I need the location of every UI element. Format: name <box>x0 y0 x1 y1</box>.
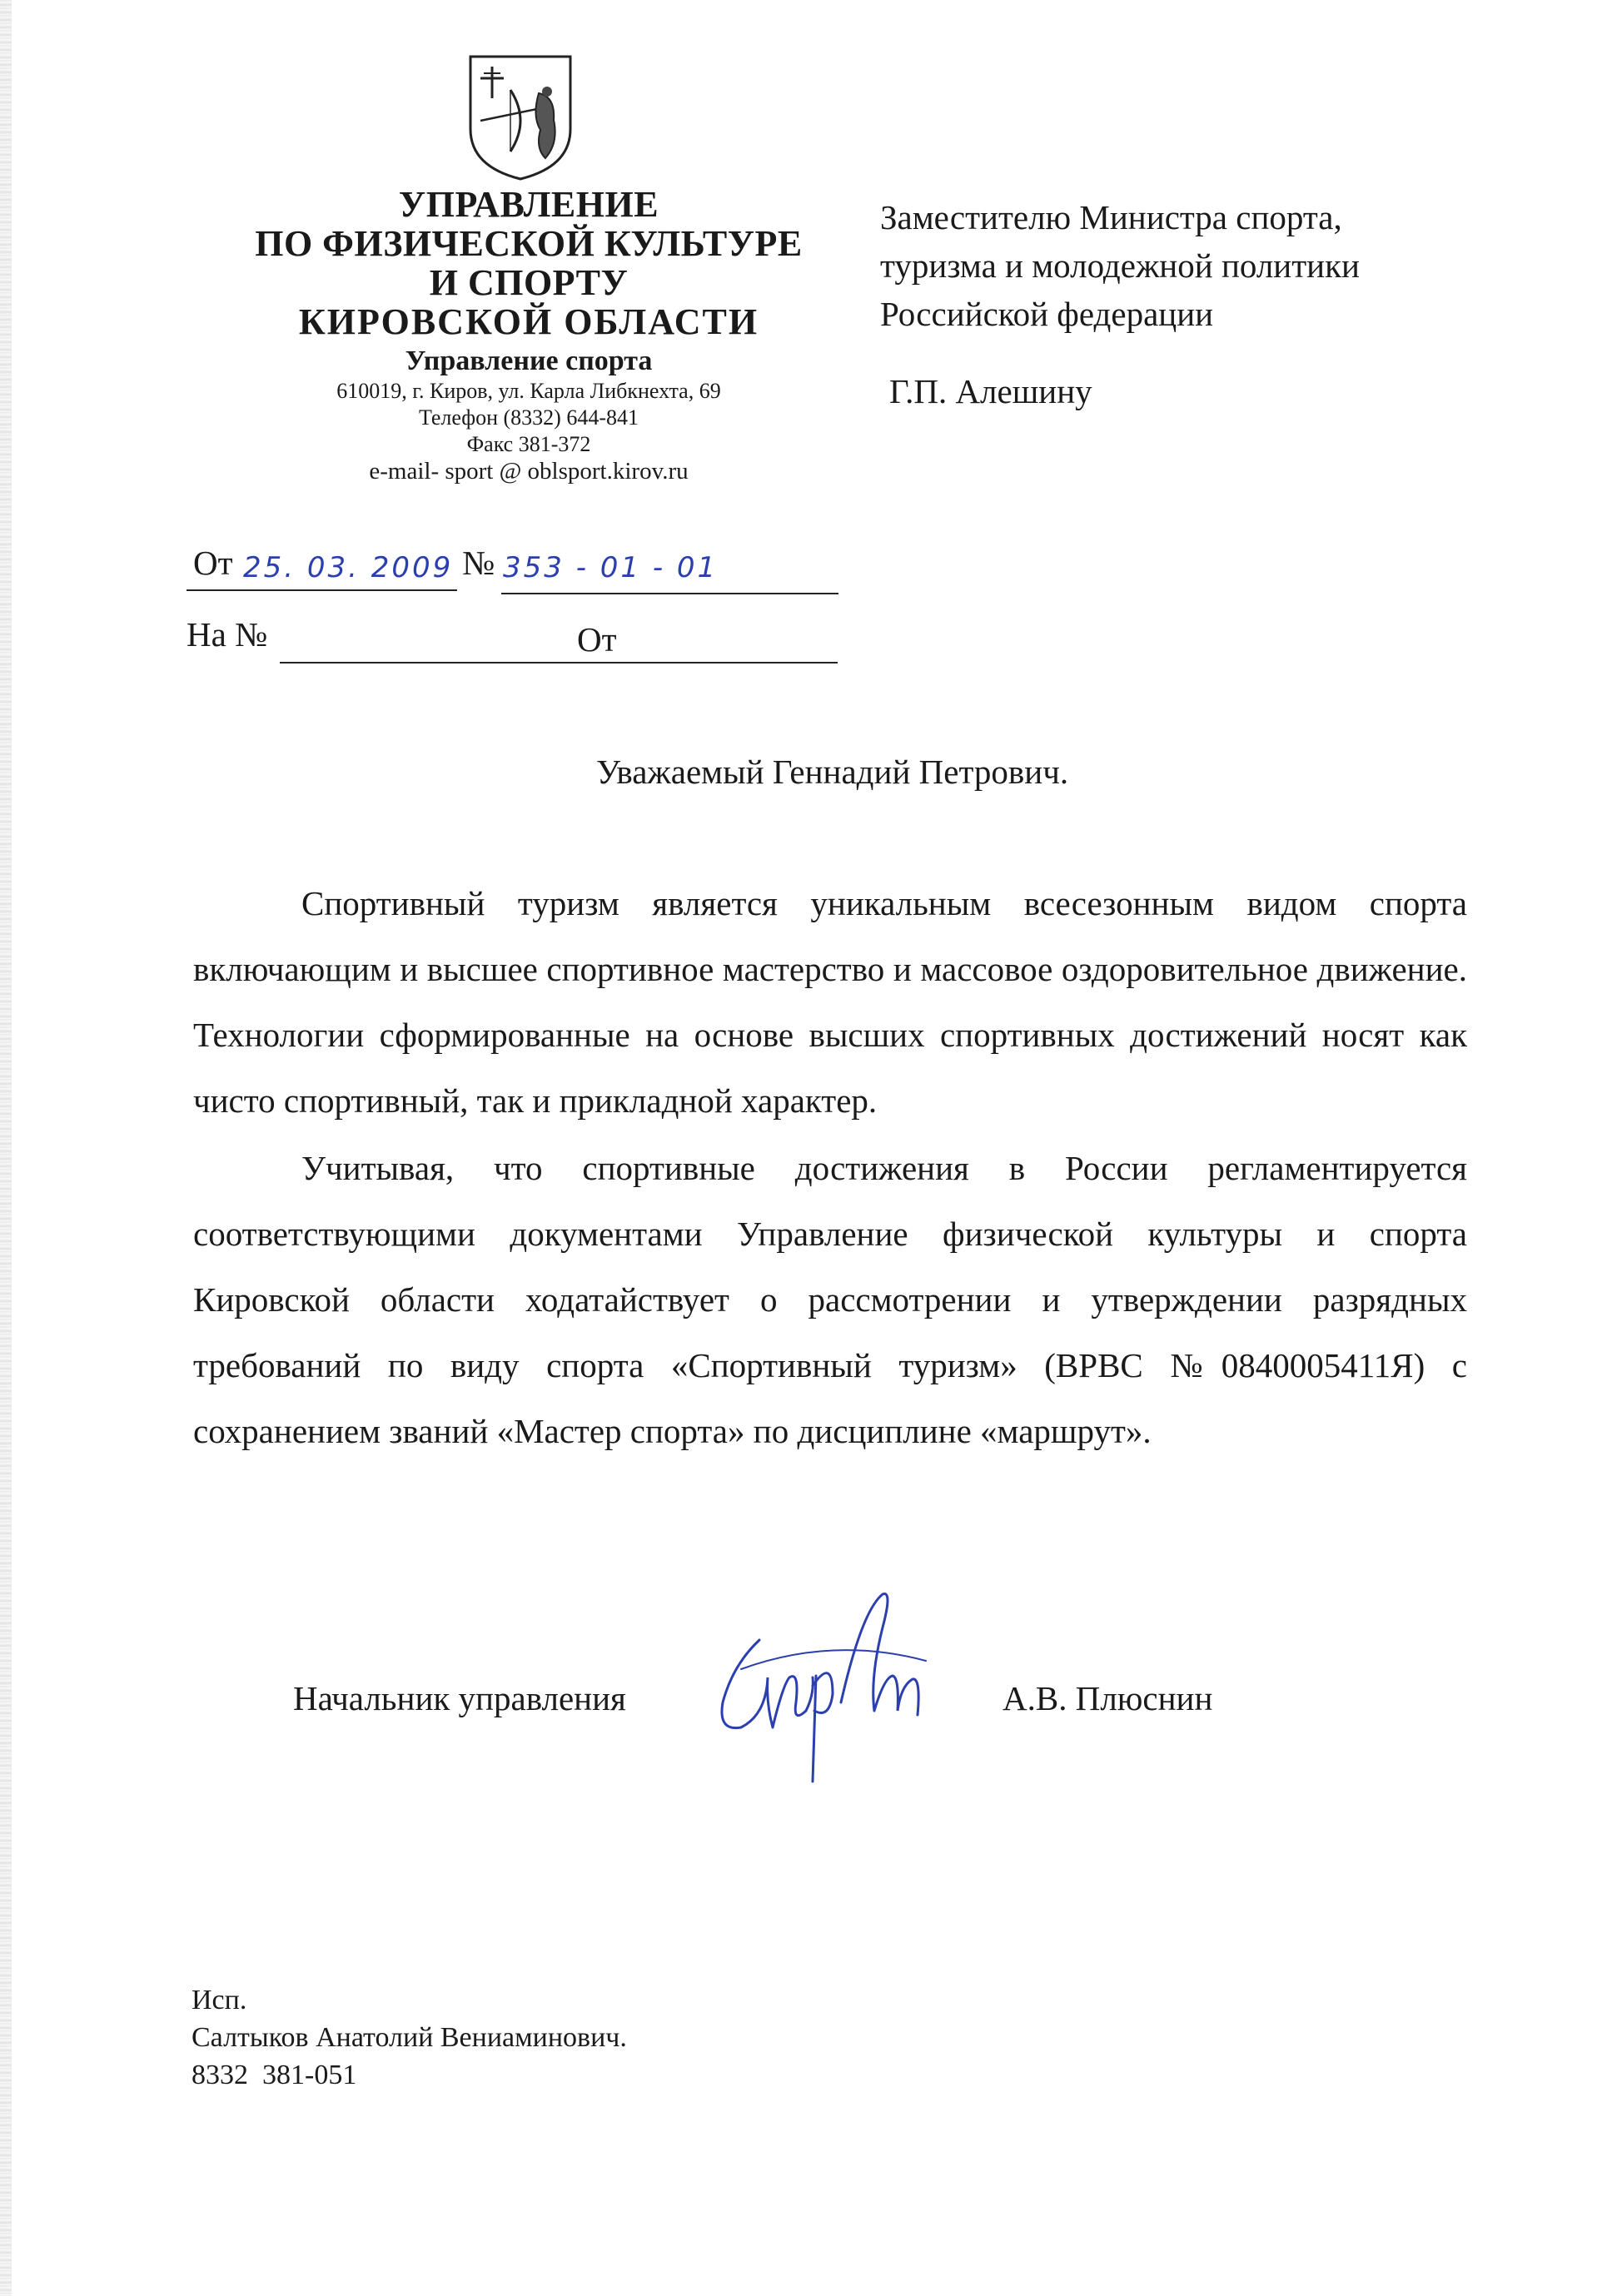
addressee-name: Г.П. Алешину <box>889 372 1092 410</box>
executor-phone: 8332 381-051 <box>192 2060 357 2090</box>
outgoing-date-line <box>187 589 457 591</box>
handwritten-signature <box>708 1578 958 1786</box>
outgoing-number-label: № <box>462 544 495 582</box>
reply-number-label: На № <box>187 615 268 654</box>
executor-block <box>192 1981 627 2094</box>
org-fax: Факс 381-372 <box>466 432 591 456</box>
scan-edge <box>0 0 12 2296</box>
org-name-line-3: И СПОРТУ <box>429 262 629 303</box>
executor-name: Салтыков Анатолий Вениаминович. <box>192 2022 627 2053</box>
reply-line <box>280 662 838 663</box>
addressee-line-2: туризма и молодежной политики <box>880 246 1360 285</box>
reply-date-label: От <box>577 620 617 658</box>
outgoing-date-label: От <box>193 544 233 582</box>
org-name-line-2: ПО ФИЗИЧЕСКОЙ КУЛЬТУРЕ <box>255 223 803 264</box>
addressee-block <box>880 193 1563 338</box>
org-address: 610019, г. Киров, ул. Карла Либкнехта, 69 <box>336 379 721 403</box>
letterhead <box>183 185 874 485</box>
department-name: Управление спорта <box>405 345 653 376</box>
org-name-line-1: УПРАВЛЕНИЕ <box>398 184 659 225</box>
org-phone: Телефон (8332) 644-841 <box>419 405 639 430</box>
addressee-line-3: Российской федерации <box>880 295 1214 333</box>
letter-paragraph-1: Спортивный туризм является уникальным всесезонным видом спорта включающим и высшее спортивное мастерство и массовое оздоровительное движение. Технологии сформированные на основе высших спортивных достижений носят как чисто спортивный, так и прикладной характер. <box>193 884 1467 1120</box>
salutation: Уважаемый Геннадий Петрович. <box>596 753 1069 791</box>
signatory-position: Начальник управления <box>293 1679 626 1717</box>
org-name-line-4: КИРОВСКОЙ ОБЛАСТИ <box>298 301 759 342</box>
executor-label: Исп. <box>192 1985 247 2015</box>
addressee-line-1: Заместителю Министра спорта, <box>880 198 1342 236</box>
outgoing-date-handwritten: 25. 03. 2009 <box>243 551 454 584</box>
signatory-name: А.В. Плюснин <box>1003 1679 1213 1717</box>
coat-of-arms-icon <box>462 50 579 183</box>
org-email: e-mail- sport @ oblsport.kirov.ru <box>369 458 689 485</box>
outgoing-number-line <box>501 593 838 594</box>
letter-paragraph-2: Учитывая, что спортивные достижения в России регламентируется соответствующими документами Управление физической культуры и спорта Кировской области ходатайствует о рассмотрении и утверждении разрядных требований по виду спорта «Спортивный туризм» (ВРВС №0840005411Я) с сохранением званий «Мастер спорта» по дисциплине «маршрут». <box>193 1149 1467 1450</box>
outgoing-number-handwritten: 353 - 01 - 01 <box>503 551 719 584</box>
